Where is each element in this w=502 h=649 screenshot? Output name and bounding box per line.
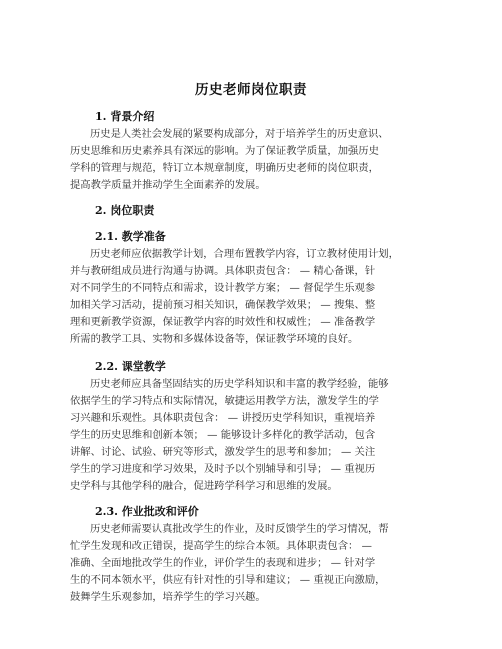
paragraph-line: 理和更新教学资源，保证教学内容的时效性和权威性； — 准备教学 [70,316,376,328]
paragraph-line: 学科的管理与规范，特订立本规章制度，明确历史老师的岗位职责， [70,162,379,174]
section-heading-background: 1. 背景介绍 [95,110,155,123]
paragraph-line: 讲解、讨论、试验、研究等形式，激发学生的思考和参加； — 关注 [70,446,376,458]
subsection-paragraph-teaching-prep [70,246,450,348]
paragraph-line: 生的不同本领水平，供应有针对性的引导和建议； — 重视正向激励， [70,574,386,586]
subsection-paragraph-classroom [70,376,450,495]
paragraph-line: 历史是人类社会发展的紧要构成部分，对于培养学生的历史意识、 [90,128,389,140]
paragraph-line: 加相关学习活动，提前预习相关知识，确保教学效果； — 搜集、整 [70,299,376,311]
paragraph-line: 提高教学质量并推动学生全面素养的发展。 [70,179,266,191]
paragraph-line: 依据学生的学习特点和实际情况，敏捷运用教学方法，激发学生的学 [70,395,379,407]
section-heading-duties: 2. 岗位职责 [95,204,155,217]
paragraph-line: 历史老师应具备坚固结实的历史学科知识和丰富的教学经验，能够 [90,378,389,390]
subsection-heading-homework: 2.3. 作业批改和评价 [95,505,199,518]
paragraph-line: 历史老师需要认真批改学生的作业，及时反馈学生的学习情况，帮 [90,523,389,535]
paragraph-line: 对不同学生的不同特点和需求，设计教学方案； — 督促学生乐观参 [70,282,376,294]
paragraph-line: 历史思维和历史素养具有深远的影响。为了保证教学质量，加强历史 [70,145,379,157]
subsection-heading-teaching-prep: 2.1. 教学准备 [95,230,166,243]
subsection-paragraph-homework [70,521,450,606]
paragraph-line: 学生的学习进度和学习效果，及时予以个别辅导和引导； — 重视历 [70,463,376,475]
subsection-heading-classroom: 2.2. 课堂教学 [95,360,166,373]
paragraph-line: 鼓舞学生乐观参加，培养学生的学习兴趣。 [70,591,266,603]
section-paragraph-background [70,126,450,194]
paragraph-line: 习兴趣和乐观性。具体职责包含： — 讲授历史学科知识，重视培养 [70,412,376,424]
paragraph-line: 学生的历史思维和创新本领； — 能够设计多样化的教学活动，包含 [70,429,376,441]
paragraph-line: 准确、全面地批改学生的作业，评价学生的表现和进步； — 针对学 [70,557,376,569]
page-title: 历史老师岗位职责 [195,82,307,98]
paragraph-line: 史学科与其他学科的融合，促进跨学科学习和思维的发展。 [70,480,338,492]
paragraph-line: 历史老师应依据教学计划，合理布置教学内容，订立教材使用计划， [90,248,399,260]
paragraph-line: 忙学生发现和改正错误，提高学生的综合本领。具体职责包含： — [70,540,372,552]
paragraph-line: 所需的教学工具、实物和多媒体设备等，保证教学环境的良好。 [70,333,359,345]
paragraph-line: 并与教研组成员进行沟通与协调。具体职责包含： — 精心备课，针 [70,265,376,277]
